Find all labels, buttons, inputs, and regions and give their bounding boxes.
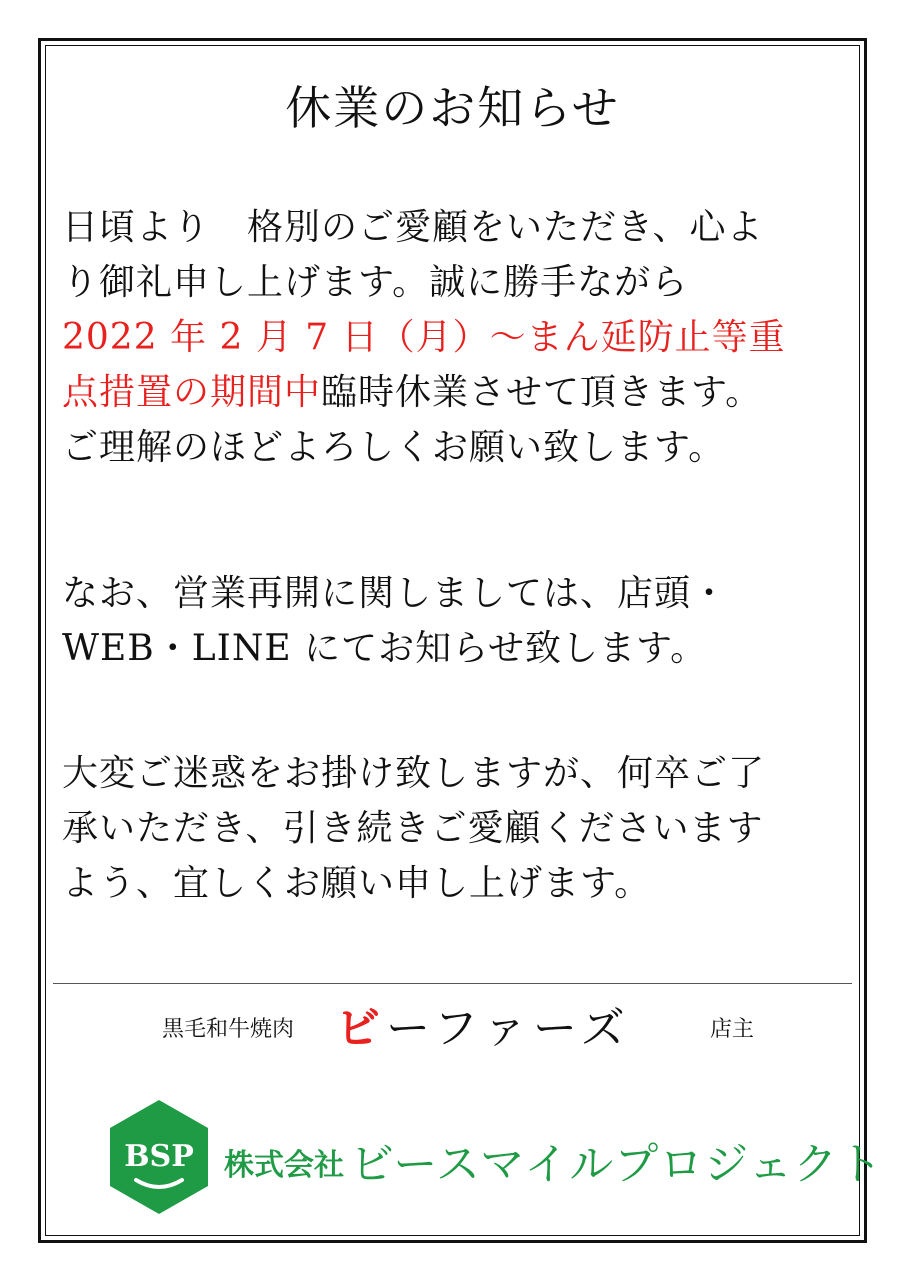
shop-name-first-char: ビ — [336, 1003, 386, 1054]
paragraph-apology — [62, 746, 852, 911]
signer-role: 店主 — [710, 1017, 755, 1042]
text-line: り御礼申し上げます。誠に勝手ながら — [62, 262, 689, 303]
closure-period-highlight: 点措置の期間中 — [62, 372, 322, 413]
shop-name-rest: ーファーズ — [386, 1003, 631, 1054]
text-line: 承いただき、引き続きご愛顧くださいます — [62, 808, 764, 849]
paragraph-reopening — [62, 566, 852, 676]
text-line: ご理解のほどよろしくお願い致します。 — [62, 427, 726, 468]
bsp-hexagon-logo-icon — [108, 1098, 210, 1216]
logo-mark-text: BSP — [124, 1139, 194, 1174]
text-line: WEB・LINE にてお知らせ致します。 — [62, 628, 708, 669]
signature-divider — [53, 983, 852, 984]
notice-title: 休業のお知らせ — [285, 81, 620, 135]
text-line: 大変ご迷惑をお掛け致しますが、何卒ご了 — [62, 753, 766, 794]
text-line: よう、宜しくお願い申し上げます。 — [62, 863, 652, 904]
text-fragment: 臨時休業させて頂きます。 — [321, 372, 763, 413]
text-line: 日頃より 格別のご愛顧をいただき、心よ — [62, 207, 764, 248]
signature-block — [0, 992, 905, 1052]
company-name — [224, 1128, 883, 1192]
company-logo — [108, 1098, 884, 1216]
text-line — [62, 365, 852, 420]
company-name-main: ビースマイルプロジェクト — [350, 1139, 884, 1190]
closure-period-line: 2022 年 2 月 7 日（月）〜まん延防止等重 — [62, 317, 786, 358]
paragraph-closure — [62, 200, 852, 475]
text-line: なお、営業再開に関しましては、店頭・ — [62, 573, 729, 614]
company-prefix: 株式会社 — [224, 1148, 344, 1183]
shop-name — [336, 992, 631, 1056]
shop-category: 黒毛和牛焼肉 — [162, 1017, 295, 1042]
